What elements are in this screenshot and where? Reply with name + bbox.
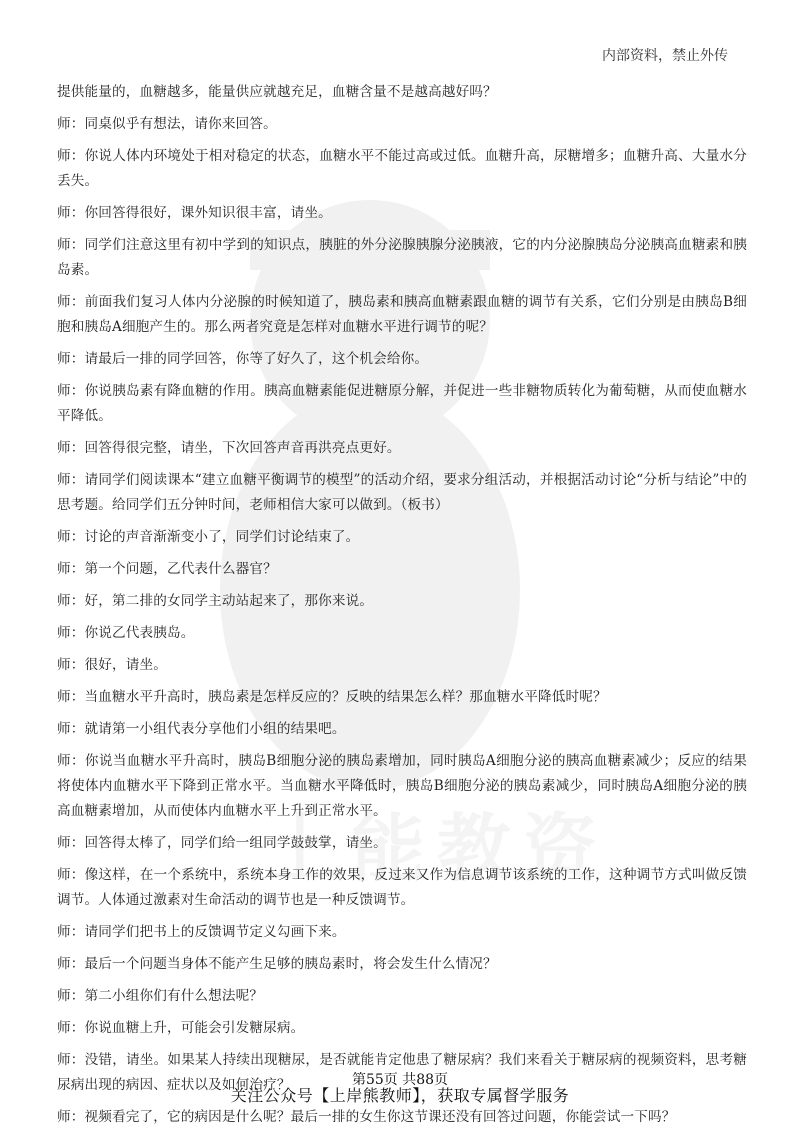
paragraph: 师：回答得很完整，请坐，下次回答声音再洪亮点更好。 — [57, 440, 401, 456]
paragraph: 师：第一个问题，乙代表什么器官？ — [57, 561, 277, 577]
document-body — [57, 80, 747, 1137]
paragraph: 师：前面我们复习人体内分泌腺的时候知道了，胰岛素和胰高血糖素跟血糖的调节有关系，它们分别是由胰岛B细胞和胰岛A细胞产生的。那么两者究竟是怎样对血糖水平进行调节的呢？ — [57, 294, 747, 335]
paragraph: 师：你回答得很好，课外知识很丰富，请坐。 — [57, 205, 332, 221]
paragraph: 提供能量的，血糖越多，能量供应就越充足，血糖含量不是越高越好吗？ — [57, 84, 497, 100]
paragraph: 师：就请第一小组代表分享他们小组的结果吧。 — [57, 721, 346, 737]
paragraph: 师：最后一个问题当身体不能产生足够的胰岛素时，将会发生什么情况？ — [57, 956, 497, 972]
page-number: 第55页 共88页 — [351, 1072, 449, 1088]
paragraph: 师：你说人体内环境处于相对稳定的状态，血糖水平不能过高或过低。血糖升高，尿糖增多；血糖升高、大量水分丢失。 — [57, 148, 747, 189]
paragraph: 师：像这样，在一个系统中，系统本身工作的效果，反过来又作为信息调节该系统的工作，这种调节方式叫做反馈调节。人体通过激素对生命活动的调节也是一种反馈调节。 — [57, 867, 747, 908]
paragraph: 师：你说血糖上升，可能会引发糖尿病。 — [57, 1020, 305, 1036]
paragraph: 师：很好，请坐。 — [57, 657, 167, 673]
confidential-note: 内部资料，禁止外传 — [602, 48, 728, 64]
paragraph: 师：请最后一排的同学回答，你等了好久了，这个机会给你。 — [57, 351, 429, 367]
paragraph: 师：回答得太棒了，同学们给一组同学鼓鼓掌，请坐。 — [57, 835, 387, 851]
paragraph: 师：第二小组你们有什么想法呢？ — [57, 988, 264, 1004]
footer-promo: 关注公众号【上岸熊教师】，获取专属督学服务 — [230, 1086, 570, 1105]
paragraph: 师：当血糖水平升高时，胰岛素是怎样反应的？反映的结果怎么样？那血糖水平降低时呢？ — [57, 689, 607, 705]
paragraph: 师：讨论的声音渐渐变小了，同学们讨论结束了。 — [57, 529, 360, 545]
paragraph: 师：视频看完了，它的病因是什么呢？最后一排的女生你这节课还没有回答过问题，你能尝试一下吗？ — [57, 1109, 676, 1125]
paragraph: 师：你说当血糖水平升高时，胰岛B细胞分泌的胰岛素增加，同时胰岛A细胞分泌的胰高血糖素减少；反应的结果将使体内血糖水平下降到正常水平。当血糖水平降低时，胰岛B细胞分泌的胰岛素减少，同时胰岛A细胞分泌的胰高血糖素增加，从而使体内血糖水平上升到正常水平。 — [57, 753, 747, 819]
paragraph: 师：同学们注意这里有初中学到的知识点，胰脏的外分泌腺胰腺分泌胰液，它的内分泌腺胰岛分泌胰高血糖素和胰岛素。 — [57, 237, 747, 278]
paragraph: 师：你说乙代表胰岛。 — [57, 625, 195, 641]
paragraph: 师：没错，请坐。如果某人持续出现糖尿，是否就能肯定他患了糖尿病？我们来看关于糖尿病的视频资料，思考糖尿病出现的病因、症状以及如何治疗？ — [57, 1052, 747, 1093]
paragraph: 师：请同学们阅读课本“建立血糖平衡调节的模型”的活动介绍，要求分组活动，并根据活动讨论“分析与结论”中的思考题。给同学们五分钟时间，老师相信大家可以做到。（板书） — [57, 472, 747, 513]
paragraph: 师：你说胰岛素有降血糖的作用。胰高血糖素能促进糖原分解，并促进一些非糖物质转化为葡萄糖，从而使血糖水平降低。 — [57, 383, 747, 424]
paragraph: 师：好，第二排的女同学主动站起来了，那你来说。 — [57, 593, 374, 609]
paragraph: 师：同桌似乎有想法，请你来回答。 — [57, 116, 277, 132]
paragraph: 师：请同学们把书上的反馈调节定义勾画下来。 — [57, 924, 346, 940]
